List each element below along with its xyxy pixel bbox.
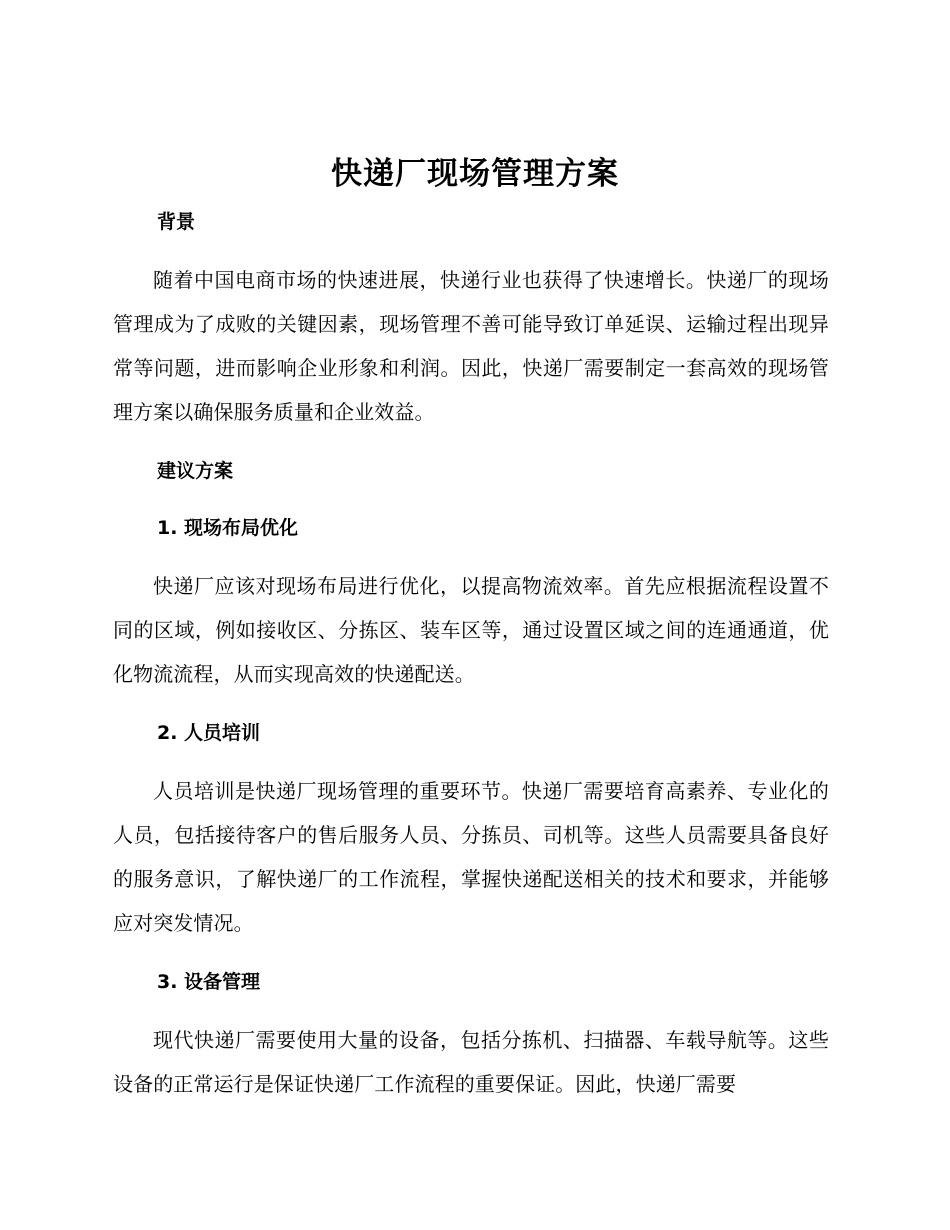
section-heading-layout: 1. 现场布局优化: [157, 517, 299, 539]
paragraph-equipment: 现代快递厂需要使用大量的设备，包括分拣机、扫描器、车载导航等。这些设备的正常运行是保证快递厂工作流程的重要保证。因此，快递厂需要: [113, 1028, 829, 1096]
paragraph-background: 随着中国电商市场的快速进展，快递行业也获得了快速增长。快递厂的现场管理成为了成败的关键因素，现场管理不善可能导致订单延误、运输过程出现异常等问题，进而影响企业形象和利润。因此，快递厂需要制定一套高效的现场管理方案以确保服务质量和企业效益。: [113, 268, 829, 424]
section-heading-background: 背景: [157, 211, 196, 233]
section-heading-equipment: 3. 设备管理: [157, 971, 261, 993]
paragraph-layout: 快递厂应该对现场布局进行优化，以提高物流效率。首先应根据流程设置不同的区域，例如接收区、分拣区、装车区等，通过设置区域之间的连通通道，优化物流流程，从而实现高效的快递配送。: [113, 574, 829, 686]
paragraph-training: 人员培训是快递厂现场管理的重要环节。快递厂需要培育高素养、专业化的人员，包括接待客户的售后服务人员、分拣员、司机等。这些人员需要具备良好的服务意识，了解快递厂的工作流程，掌握快递配送相关的技术和要求，并能够应对突发情况。: [113, 779, 829, 935]
section-heading-proposal: 建议方案: [157, 460, 234, 482]
section-heading-training: 2. 人员培训: [157, 722, 261, 744]
page-title: 快递厂现场管理方案: [331, 156, 619, 192]
